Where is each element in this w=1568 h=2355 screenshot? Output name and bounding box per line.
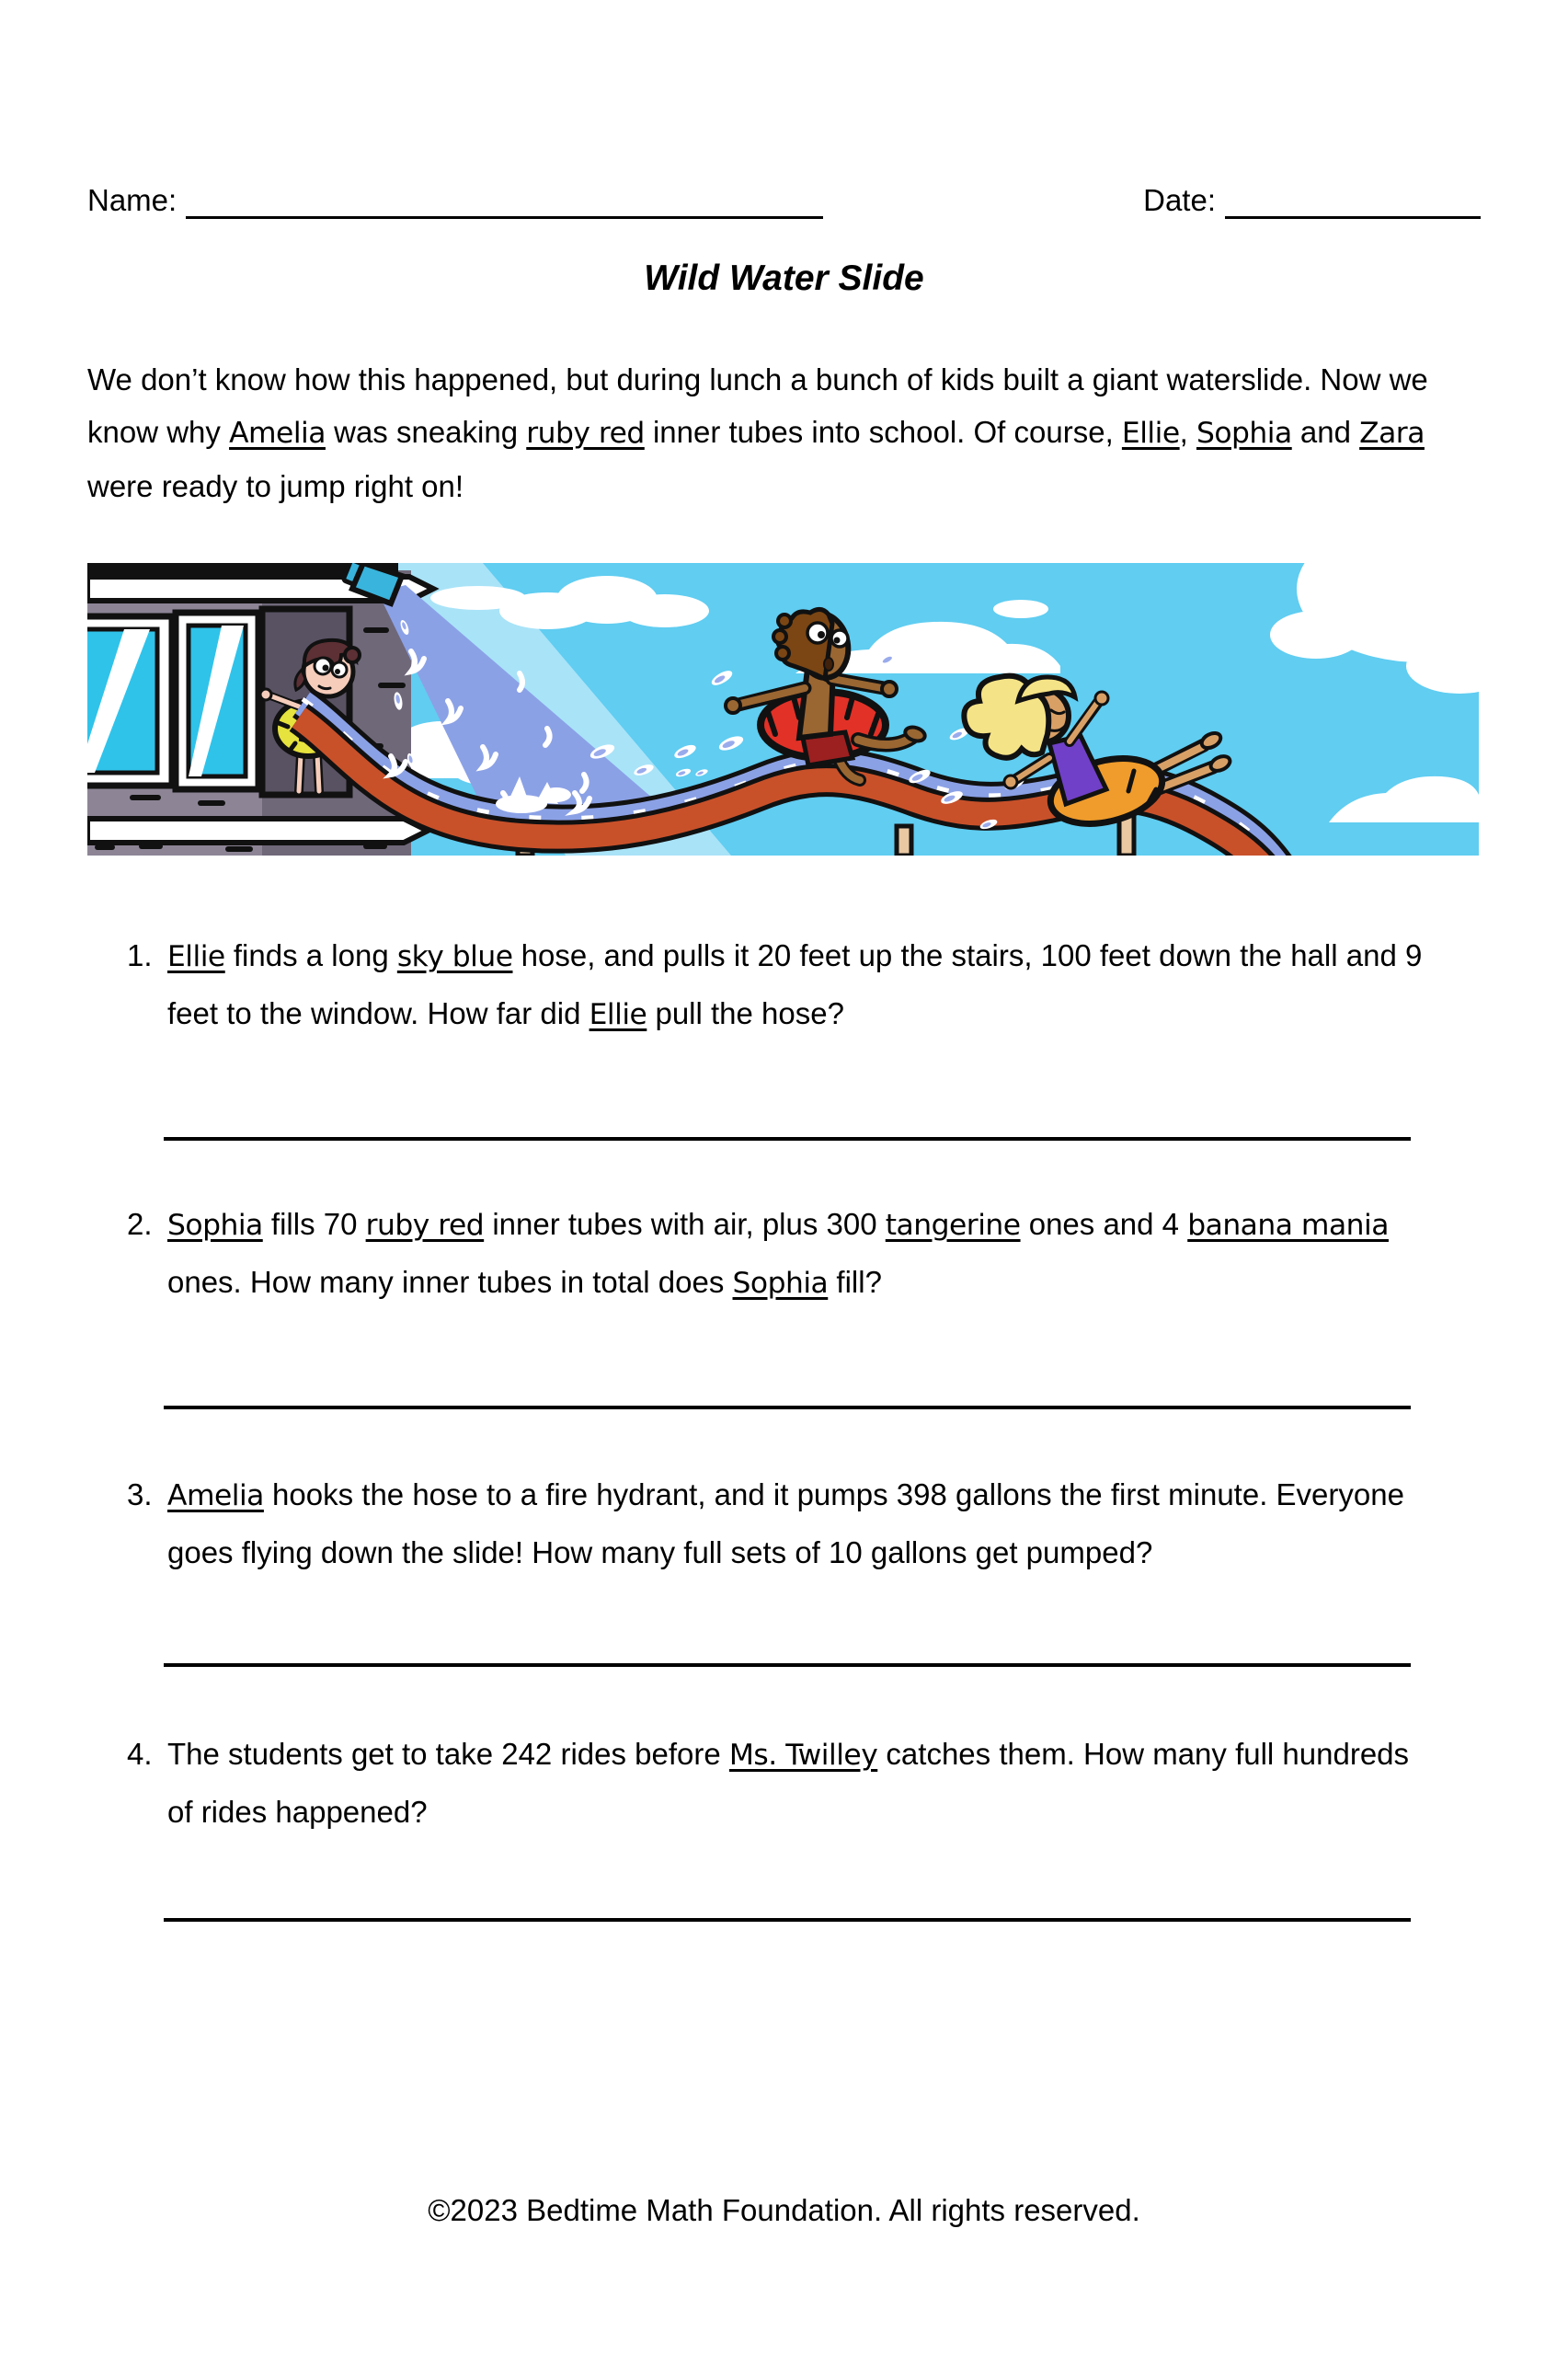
text-segment: was sneaking [325, 415, 527, 449]
handwritten-word: Sophia [1196, 417, 1292, 450]
handwritten-word: ruby red [526, 417, 645, 450]
handwritten-word: tangerine [885, 1209, 1021, 1242]
text-segment: pull the hose? [647, 996, 844, 1030]
text-segment: inner tubes with air, plus 300 [484, 1207, 886, 1241]
text-segment: fill? [828, 1265, 882, 1299]
header [87, 182, 1481, 219]
handwritten-word: banana mania [1187, 1209, 1389, 1242]
question-1 [127, 927, 1442, 1043]
date-field [1143, 182, 1481, 219]
school-building [87, 563, 433, 856]
text-segment: ones. How many inner tubes in total does [167, 1265, 733, 1299]
name-field [87, 182, 823, 219]
question-2 [127, 1196, 1442, 1312]
text-segment: , [1179, 415, 1196, 449]
text-segment: ones and 4 [1020, 1207, 1188, 1241]
question-2-number: 2. [127, 1207, 153, 1241]
intro-paragraph [87, 353, 1487, 512]
name-label: Name: [87, 183, 177, 217]
handwritten-word: Ellie [589, 998, 647, 1031]
text-segment: and [1291, 415, 1360, 449]
question-3-number: 3. [127, 1477, 153, 1511]
footer-copyright: ©2023 Bedtime Math Foundation. All rights reserved. [428, 2193, 1140, 2227]
text-segment: finds a long [224, 938, 397, 972]
text-segment: were ready to jump right on! [87, 469, 464, 503]
handwritten-word: Amelia [167, 1479, 264, 1512]
answer-line-3[interactable] [164, 1663, 1411, 1667]
page-title: Wild Water Slide [644, 258, 924, 298]
handwritten-word: Sophia [732, 1267, 829, 1300]
text-segment: inner tubes into school. Of course, [644, 415, 1122, 449]
text-segment: hose, and pulls it 20 feet up the stairs, 100 feet down the hall and 9 feet to the window. How far did [167, 938, 1423, 1030]
handwritten-word: sky blue [396, 940, 513, 973]
text-segment: The students get to take 242 rides before [167, 1737, 729, 1771]
answer-line-2[interactable] [164, 1406, 1411, 1409]
waterslide-illustration [87, 563, 1479, 856]
date-label: Date: [1143, 183, 1216, 217]
question-2-text [167, 1196, 1442, 1312]
question-1-number: 1. [127, 938, 153, 972]
answer-line-1[interactable] [164, 1137, 1411, 1141]
name-blank[interactable] [186, 183, 823, 219]
text-segment: fills 70 [262, 1207, 366, 1241]
handwritten-word: Sophia [167, 1209, 263, 1242]
question-4-text [167, 1726, 1442, 1841]
question-3-text [167, 1466, 1442, 1581]
question-1-text [167, 927, 1442, 1043]
text-segment: catches them. How many full hundreds of rides happened? [167, 1737, 1410, 1829]
text-segment: We don’t know how this happened, but during lunch a bunch of kids built a giant waterslide. Now we know why [87, 362, 1428, 449]
handwritten-word: Ellie [1121, 417, 1180, 450]
handwritten-word: ruby red [365, 1209, 485, 1242]
handwritten-word: Ms. Twilley [728, 1739, 878, 1772]
question-4-number: 4. [127, 1737, 153, 1771]
handwritten-word: Zara [1359, 417, 1425, 450]
answer-line-4[interactable] [164, 1918, 1411, 1922]
question-4 [127, 1726, 1442, 1841]
window-middle [176, 613, 258, 789]
handwritten-word: Ellie [167, 940, 225, 973]
handwritten-word: Amelia [229, 417, 326, 450]
question-3 [127, 1466, 1442, 1581]
text-segment: hooks the hose to a fire hydrant, and it pumps 398 gallons the first minute. Everyone goes flying down the slide! How many full sets of 10 gallons get pumped? [167, 1477, 1404, 1569]
window-left [87, 616, 172, 786]
date-blank[interactable] [1225, 183, 1481, 219]
bottom-ledge [87, 819, 428, 843]
